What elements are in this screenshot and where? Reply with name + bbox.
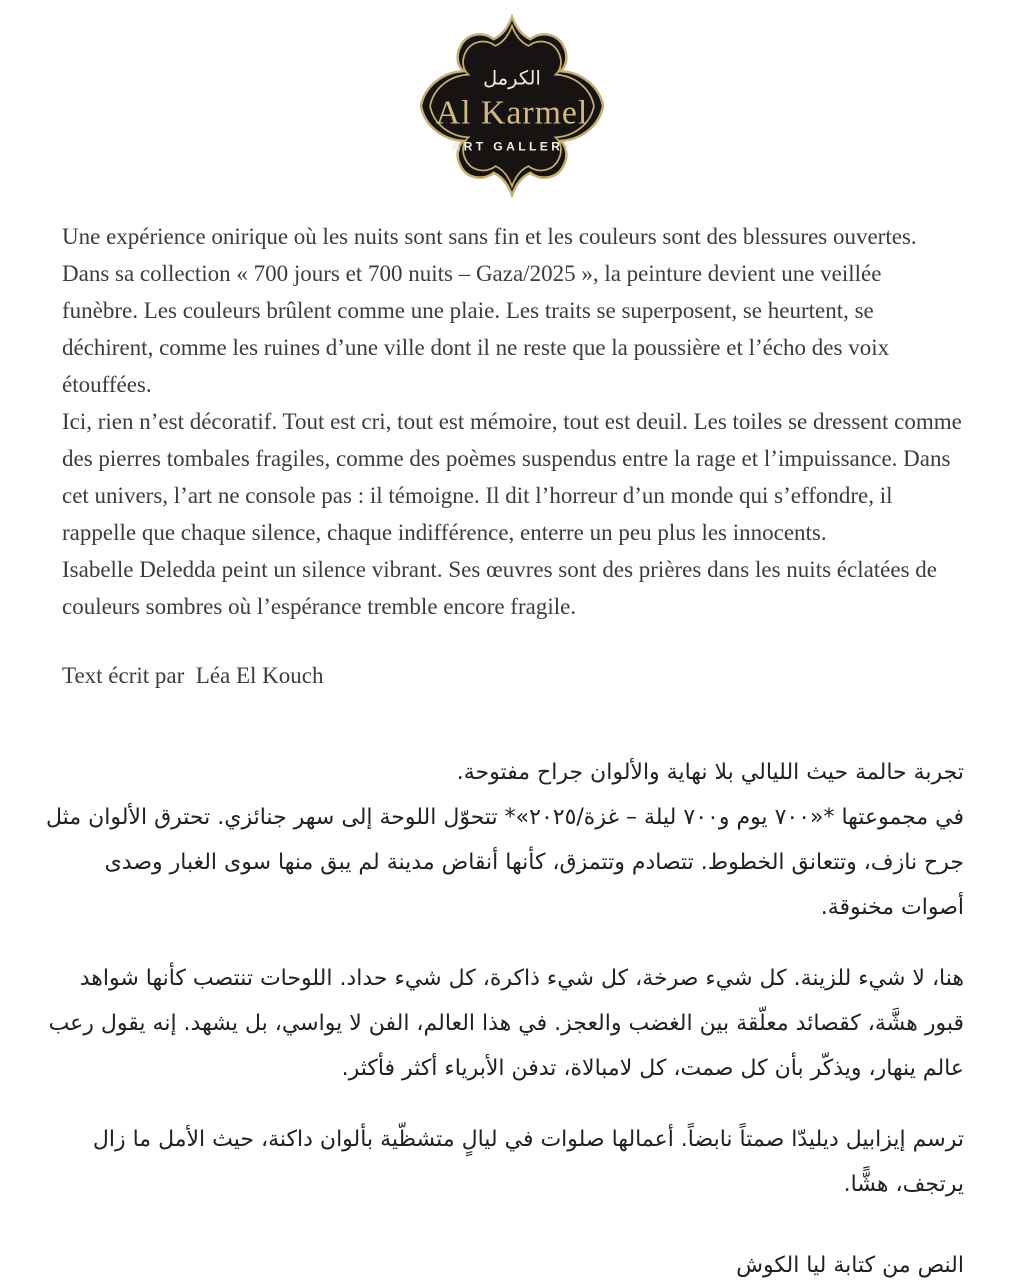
arabic-paragraph-1: تجربة حالمة حيث الليالي بلا نهاية والألوان جراح مفتوحة. (456, 760, 964, 785)
quatrefoil-medallion-icon (413, 14, 611, 198)
french-paragraph-4: Isabelle Deledda peint un silence vibrant. Ses œuvres sont des prières dans les nuits éclatées de couleurs sombres où l’espérance tremble encore fragile. (62, 557, 938, 619)
arabic-closing-group (45, 1117, 964, 1207)
article (0, 218, 1024, 1288)
logo-subtitle: ART GALLERY (451, 139, 575, 154)
french-paragraph-3: Ici, rien n’est décoratif. Tout est cri, tout est mémoire, tout est deuil. Les toiles se dressent comme des pierres tombales fragiles, comme des poèmes suspendus entre la rage et l’impuissance. Dans cet univers, l’art ne console pas : il témoigne. Il dit l’horreur d’un monde qui s’effondre, il rappelle que chaque silence, chaque indifférence, enterre un peu plus les innocents. (62, 409, 962, 545)
arabic-text-block (45, 750, 964, 1288)
french-byline: Text écrit par Léa El Kouch (62, 663, 324, 688)
arabic-intro-group (45, 750, 964, 930)
french-text-block (62, 218, 962, 694)
arabic-byline: النص من كتابة ليا الكوش (736, 1253, 964, 1278)
arabic-paragraph-3: هنا، لا شيء للزينة. كل شيء صرخة، كل شيء ذاكرة، كل شيء حداد. اللوحات تنتصب كأنها شواهد قبور هشَّة، كقصائد معلّقة بين الغضب والعجز. في هذا العالم، الفن لا يواسي، بل يشهد. إنه يقول رعب عالم ينهار، ويذكّر بأن كل صمت، كل لامبالاة، تدفن الأبرياء أكثر فأكثر. (48, 966, 964, 1081)
arabic-paragraph-2: في مجموعتها *«٧٠٠ يوم و٧٠٠ ليلة – غزة/٢٠٢٥»* تتحوّل اللوحة إلى سهر جنائزي. تحترق الألوان مثل جرح نازف، وتتعانق الخطوط. تتصادم وتتمزق، كأنها أنقاض مدينة لم يبق منها سوى الغبار وصدى أصوات مخنوقة. (46, 805, 964, 920)
french-paragraph-2: Dans sa collection « 700 jours et 700 nuits – Gaza/2025 », la peinture devient une veillée funèbre. Les couleurs brûlent comme une plaie. Les traits se superposent, se heurtent, se déchirent, comme les ruines d’une ville dont il ne reste que la poussière et l’écho des voix étouffées. (62, 261, 890, 397)
arabic-middle-group (45, 956, 964, 1091)
french-paragraph-1: Une expérience onirique où les nuits sont sans fin et les couleurs sont des blessures ouvertes. (62, 224, 917, 249)
arabic-paragraph-4: ترسم إيزابيل ديليدّا صمتاً نابضاً. أعمالها صلوات في ليالٍ متشظّية بألوان داكنة، حيث الأمل ما زال يرتجف، هشًّا. (92, 1127, 964, 1197)
logo-arabic-name: الكرمل (483, 66, 541, 90)
al-karmel-logo (0, 0, 1024, 198)
logo-name: Al Karmel (435, 94, 589, 132)
